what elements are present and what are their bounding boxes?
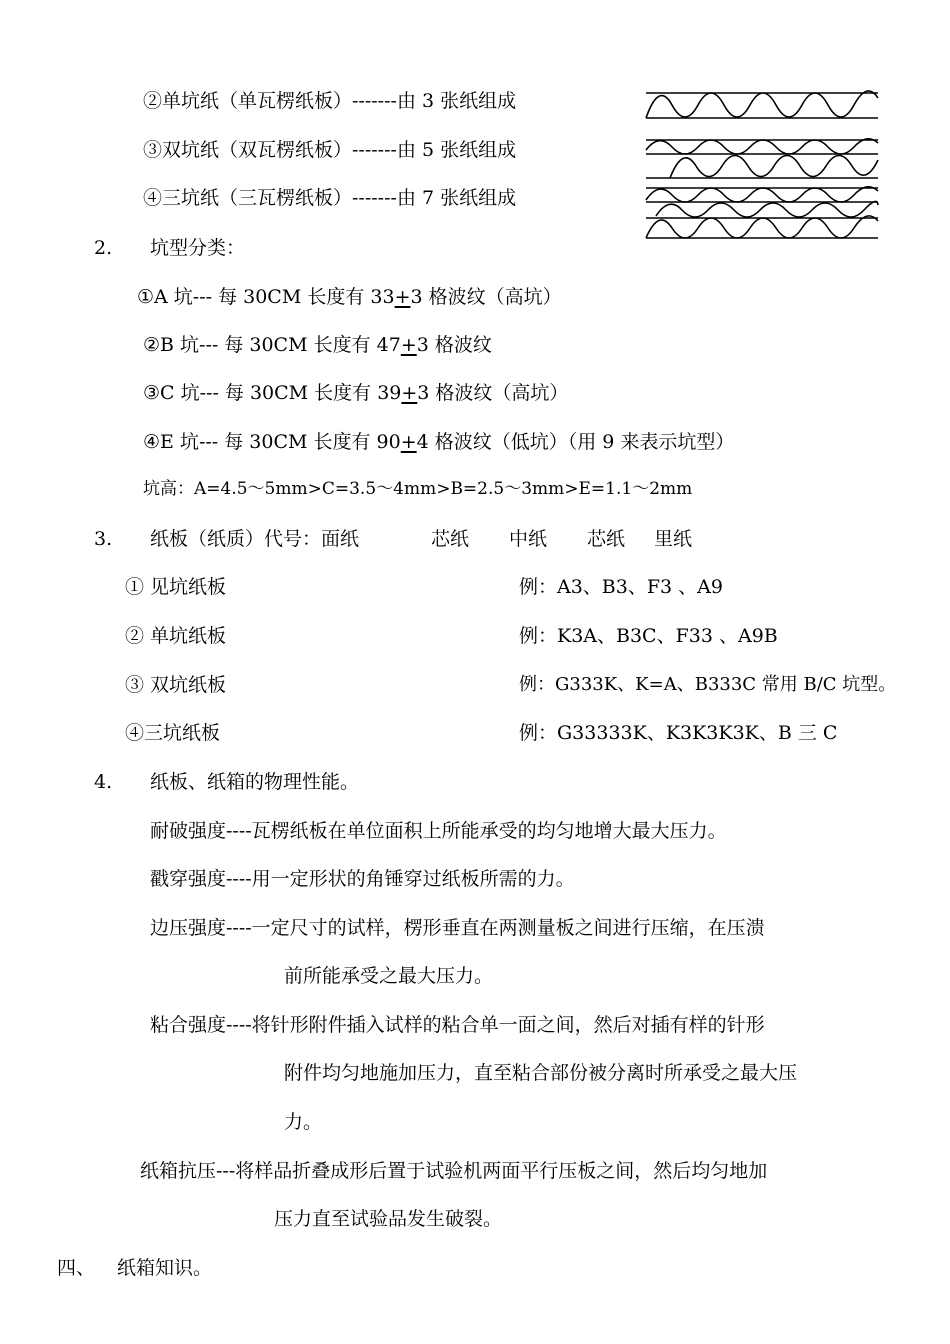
- flute-c-text: ③C 坑--- 每 30CM 长度有 39: [143, 382, 402, 404]
- flute-a-text: ①A 坑--- 每 30CM 长度有 33: [137, 286, 395, 308]
- single-wall-diagram: [646, 91, 878, 118]
- board-type-2-example: 例：K3A、B3C、F33 、A9B: [519, 625, 778, 647]
- flute-e-text-end: 4 格波纹（低坑）（用 9 来表示坑型）: [416, 431, 735, 453]
- flute-a-line: [137, 288, 562, 307]
- board-type-2-name: ② 单坑纸板: [125, 625, 227, 647]
- flute-e-text: ④E 坑--- 每 30CM 长度有 90: [143, 431, 401, 453]
- bond-strength-line-3: 力。: [284, 1111, 323, 1133]
- flute-c-tolerance-sign: +: [401, 382, 418, 404]
- code-middle-paper: 中纸: [509, 528, 548, 550]
- flute-b-text-end: 3 格波纹: [416, 334, 492, 356]
- flute-a-tolerance-sign: +: [394, 286, 411, 308]
- section-four-number: 四、: [57, 1257, 96, 1279]
- flute-c-line: [143, 384, 568, 403]
- burst-strength-line: 耐破强度----瓦楞纸板在单位面积上所能承受的均匀地增大最大压力。: [150, 820, 727, 842]
- triple-wall-line: ④三坑纸（三瓦楞纸板）-------由 7 张纸组成: [143, 187, 517, 209]
- single-wall-line: ②单坑纸（单瓦楞纸板）-------由 3 张纸组成: [143, 90, 517, 112]
- section-3-number: 3.: [94, 528, 113, 550]
- corrugated-board-illustration: [640, 88, 882, 248]
- flute-c-text-end: 3 格波纹（高坑）: [417, 382, 569, 404]
- flute-a-text-end: 3 格波纹（高坑）: [410, 286, 562, 308]
- section-4-number: 4.: [94, 771, 113, 793]
- flute-b-tolerance-sign: +: [400, 334, 417, 356]
- section-4-title: 纸板、纸箱的物理性能。: [150, 771, 360, 793]
- section-2-number: 2.: [94, 237, 113, 259]
- puncture-strength-line: 戳穿强度----用一定形状的角锤穿过纸板所需的力。: [150, 868, 575, 890]
- section-3-title: 纸板（纸质）代号：面纸: [150, 528, 360, 550]
- board-type-1-example: 例：A3、B3、F3 、A9: [519, 576, 723, 598]
- edge-crush-line-2: 前所能承受之最大压力。: [284, 965, 494, 987]
- board-type-3-example: 例：G333K、K=A、B333C 常用 B/C 坑型。: [519, 674, 897, 695]
- code-liner-paper: 里纸: [654, 528, 693, 550]
- flute-height-line: 坑高：A=4.5～5mm>C=3.5～4mm>B=2.5～3mm>E=1.1～2mm: [143, 479, 693, 499]
- box-compression-line-2: 压力直至试验品发生破裂。: [274, 1208, 503, 1230]
- board-type-1-name: ① 见坑纸板: [125, 576, 227, 598]
- flute-b-line: [143, 336, 492, 355]
- bond-strength-line-1: 粘合强度----将针形附件插入试样的粘合单一面之间，然后对插有样的针形: [150, 1014, 765, 1036]
- section-2-title: 坑型分类：: [150, 237, 246, 259]
- bond-strength-line-2: 附件均匀地施加压力，直至粘合部份被分离时所承受之最大压: [284, 1062, 798, 1084]
- triple-wall-diagram: [646, 187, 878, 238]
- board-type-4-name: ④三坑纸板: [125, 722, 221, 744]
- flute-b-text: ②B 坑--- 每 30CM 长度有 47: [143, 334, 401, 356]
- code-core-paper-2: 芯纸: [587, 528, 626, 550]
- double-wall-diagram: [646, 139, 878, 178]
- board-type-3-name: ③ 双坑纸板: [125, 674, 227, 696]
- flute-e-line: [143, 433, 734, 452]
- edge-crush-line-1: 边压强度----一定尺寸的试样，楞形垂直在两测量板之间进行压缩，在压溃: [150, 917, 765, 939]
- section-four-title: 纸箱知识。: [117, 1257, 213, 1279]
- flute-e-tolerance-sign: +: [400, 431, 417, 453]
- double-wall-line: ③双坑纸（双瓦楞纸板）-------由 5 张纸组成: [143, 139, 517, 161]
- box-compression-line-1: 纸箱抗压---将样品折叠成形后置于试验机两面平行压板之间，然后均匀地加: [140, 1160, 768, 1182]
- code-core-paper-1: 芯纸: [431, 528, 470, 550]
- board-type-4-example: 例：G33333K、K3K3K3K、B 三 C: [519, 722, 838, 744]
